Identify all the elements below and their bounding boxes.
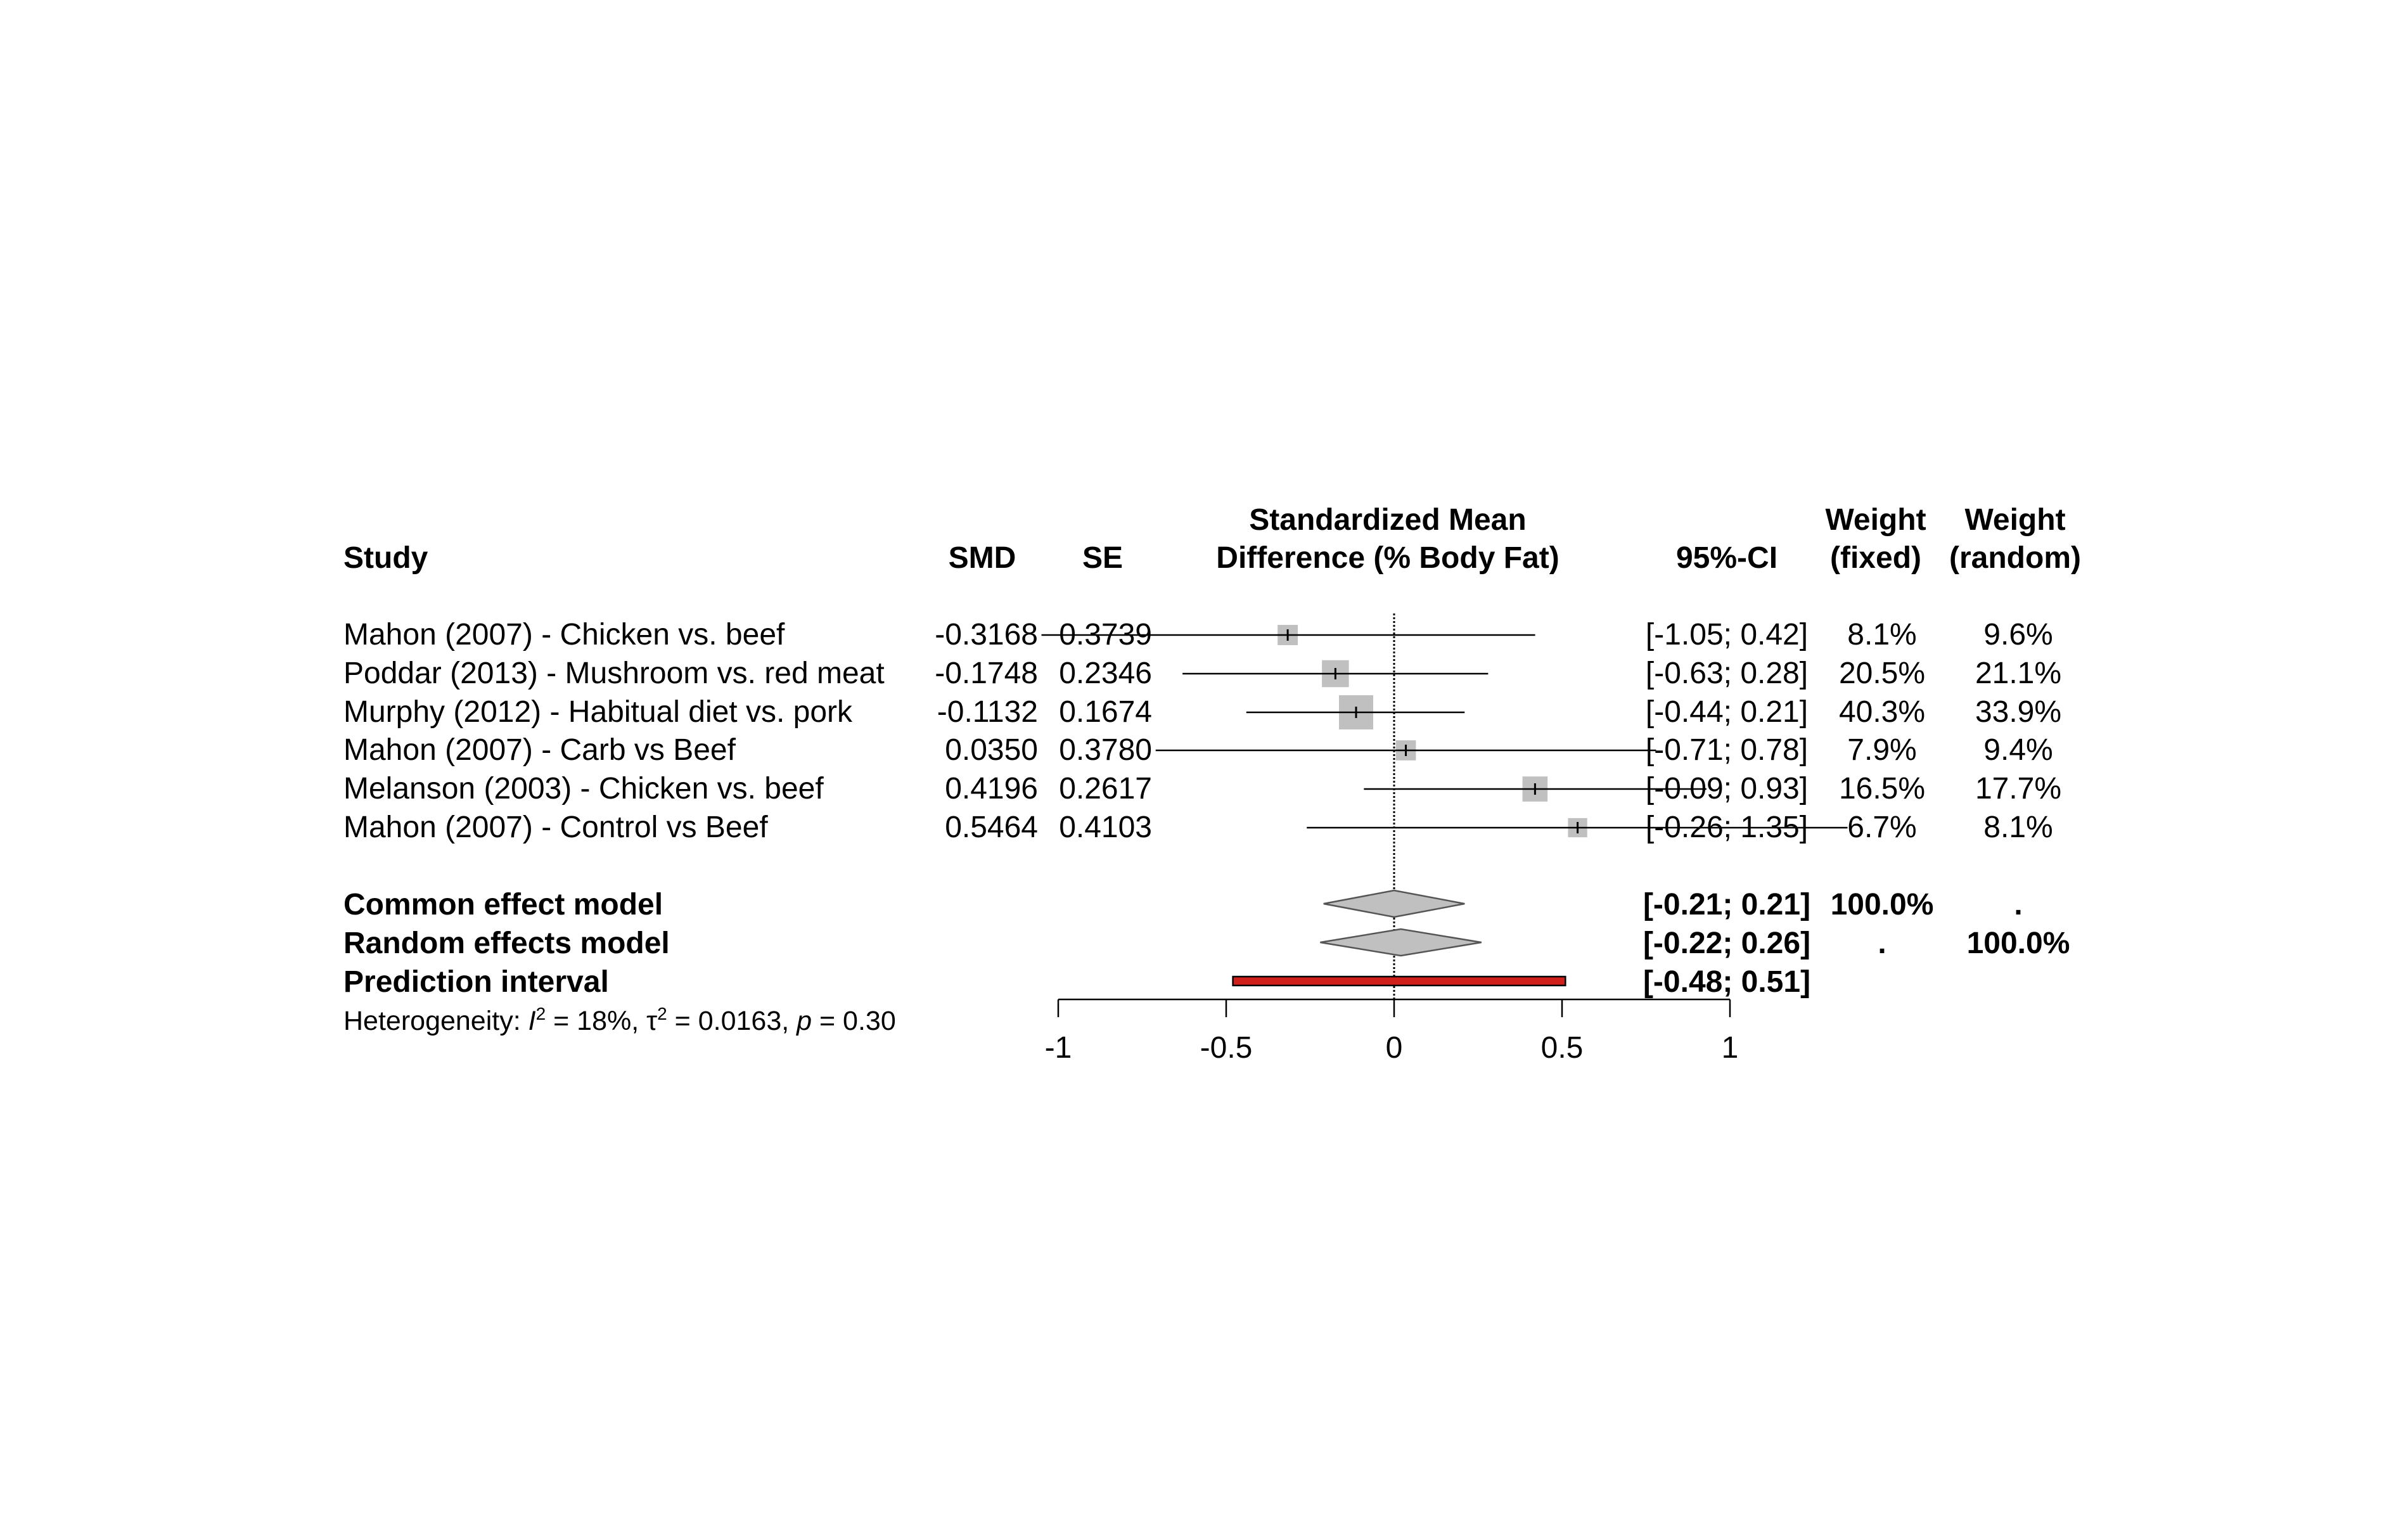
- prediction-interval-ci: [-0.48; 0.51]: [1643, 965, 1811, 999]
- random-effects-ci: [-0.22; 0.26]: [1643, 927, 1811, 960]
- study-ci: [-0.63; 0.28]: [1645, 657, 1809, 690]
- common-effect-weight-fixed: 100.0%: [1830, 888, 1934, 921]
- het-tau-symbol: τ: [646, 1006, 658, 1036]
- x-axis-tick-label: -0.5: [1200, 1031, 1253, 1065]
- study-weight-random: 21.1%: [1975, 657, 2062, 690]
- study-smd: 0.4196: [945, 772, 1038, 805]
- prediction-interval-label: Prediction interval: [343, 965, 609, 999]
- prediction-interval-bar: [1233, 977, 1566, 985]
- study-weight-fixed: 16.5%: [1838, 772, 1926, 805]
- header-weight-fixed-line1: Weight: [1825, 503, 1926, 537]
- study-weight-random: 9.4%: [1983, 733, 2053, 767]
- random-effects-label: Random effects model: [343, 927, 670, 960]
- study-weight-fixed: 7.9%: [1847, 733, 1917, 767]
- study-smd: -0.1132: [937, 695, 1038, 729]
- study-ci: [-0.09; 0.93]: [1645, 772, 1809, 805]
- header-weight-random-line2: (random): [1949, 541, 2081, 575]
- study-label: Poddar (2013) - Mushroom vs. red meat: [343, 657, 885, 690]
- x-axis-tick-label: 1: [1721, 1031, 1739, 1065]
- common-effect-diamond: [1324, 890, 1465, 917]
- header-plot-line1: Standardized Mean: [1249, 503, 1527, 537]
- study-weight-random: 9.6%: [1983, 618, 2053, 651]
- x-axis-tick-label: 0.5: [1540, 1031, 1584, 1065]
- study-se: 0.2346: [1059, 657, 1152, 690]
- het-i2-symbol: I: [528, 1006, 536, 1036]
- study-weight-fixed: 6.7%: [1847, 811, 1917, 844]
- het-prefix: Heterogeneity:: [343, 1006, 528, 1036]
- study-smd: 0.0350: [945, 733, 1038, 767]
- study-ci: [-0.26; 1.35]: [1645, 811, 1809, 844]
- study-weight-random: 17.7%: [1975, 772, 2062, 805]
- study-ci: [-0.44; 0.21]: [1645, 695, 1809, 729]
- study-smd: -0.3168: [935, 618, 1038, 651]
- study-label: Murphy (2012) - Habitual diet vs. pork: [343, 695, 853, 729]
- common-effect-ci: [-0.21; 0.21]: [1643, 888, 1811, 921]
- study-smd: -0.1748: [935, 657, 1038, 690]
- study-weight-random: 33.9%: [1975, 695, 2062, 729]
- random-effects-weight-random: 100.0%: [1966, 927, 2070, 960]
- random-effects-weight-fixed: .: [1878, 927, 1886, 960]
- study-smd: 0.5464: [945, 811, 1038, 844]
- study-se: 0.3780: [1059, 733, 1152, 767]
- het-p-value: = 0.30: [812, 1006, 896, 1036]
- het-tau-value: = 0.0163,: [667, 1006, 797, 1036]
- het-i2-superscript: 2: [535, 1004, 546, 1024]
- study-label: Mahon (2007) - Chicken vs. beef: [343, 618, 785, 651]
- header-plot-line2: Difference (% Body Fat): [1216, 541, 1559, 575]
- study-weight-fixed: 8.1%: [1847, 618, 1917, 651]
- x-axis-tick-label: -1: [1044, 1031, 1072, 1065]
- het-i2-value: = 18%,: [546, 1006, 647, 1036]
- common-effect-label: Common effect model: [343, 888, 663, 921]
- random-effects-diamond: [1320, 929, 1481, 956]
- het-p-symbol: p: [797, 1006, 812, 1036]
- header-se: SE: [1082, 541, 1124, 575]
- study-weight-random: 8.1%: [1983, 811, 2053, 844]
- header-weight-random-line1: Weight: [1964, 503, 2066, 537]
- study-label: Mahon (2007) - Control vs Beef: [343, 811, 768, 844]
- study-ci: [-1.05; 0.42]: [1645, 618, 1809, 651]
- study-label: Melanson (2003) - Chicken vs. beef: [343, 772, 824, 805]
- study-se: 0.1674: [1059, 695, 1152, 729]
- header-smd: SMD: [948, 541, 1016, 575]
- study-label: Mahon (2007) - Carb vs Beef: [343, 733, 736, 767]
- study-weight-fixed: 20.5%: [1838, 657, 1926, 690]
- study-se: 0.4103: [1059, 811, 1152, 844]
- study-ci: [-0.71; 0.78]: [1645, 733, 1809, 767]
- x-axis-tick-label: 0: [1385, 1031, 1403, 1065]
- header-study: Study: [343, 541, 428, 575]
- study-se: 0.3739: [1059, 618, 1152, 651]
- study-weight-fixed: 40.3%: [1838, 695, 1926, 729]
- header-weight-fixed-line2: (fixed): [1830, 541, 1921, 575]
- header-ci: 95%-CI: [1675, 541, 1778, 575]
- common-effect-weight-random: .: [2014, 888, 2023, 921]
- study-se: 0.2617: [1059, 772, 1152, 805]
- het-tau-superscript: 2: [657, 1004, 667, 1024]
